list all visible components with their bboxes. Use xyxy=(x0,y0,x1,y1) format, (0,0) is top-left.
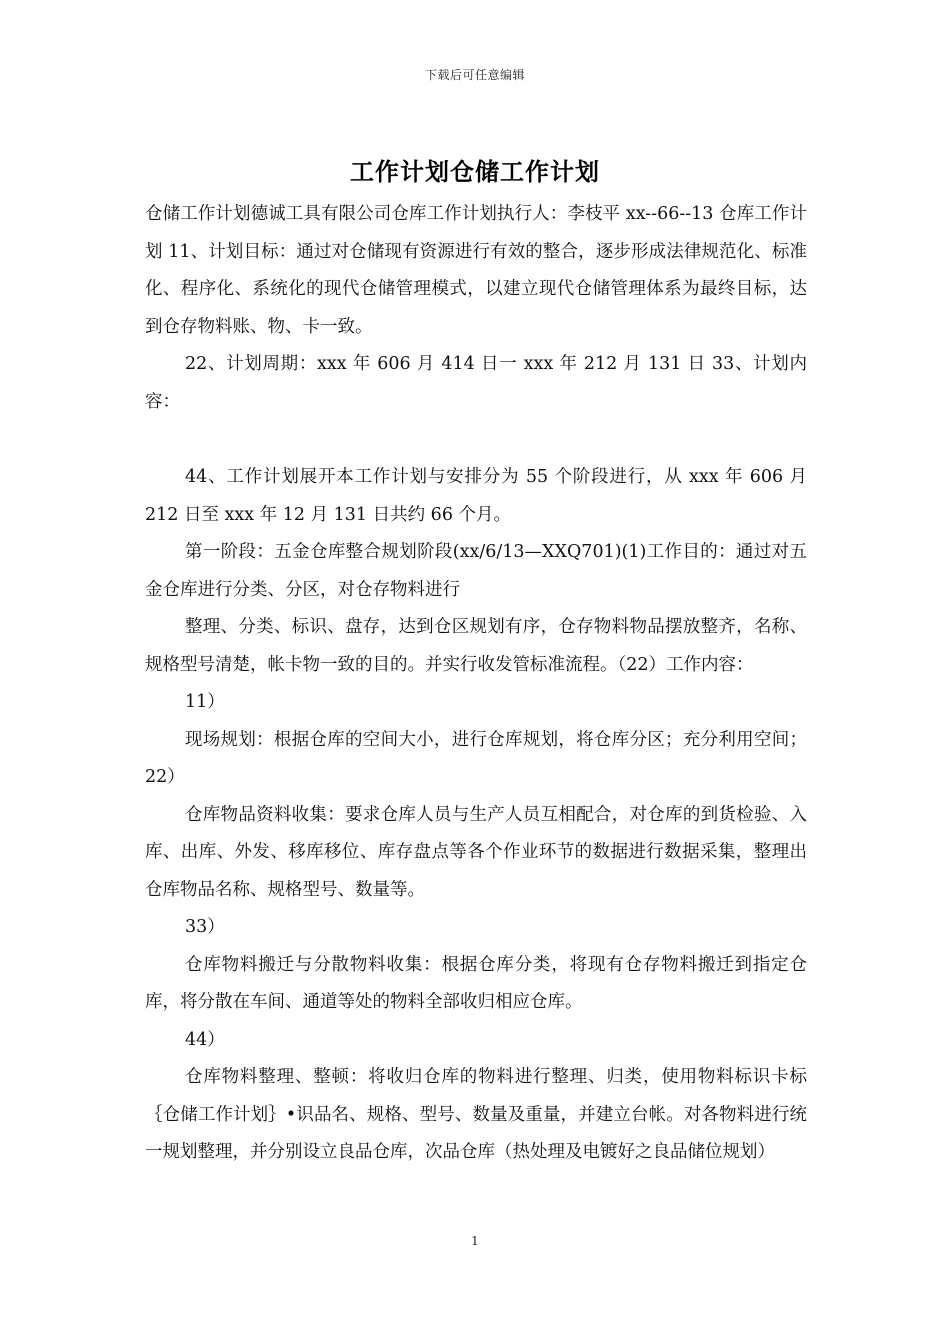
list-marker-3: 33） xyxy=(185,917,225,937)
paragraph-site-planning: 现场规划：根据仓库的空间大小，进行仓库规划，将仓库分区；充分利用空间；22） xyxy=(145,729,807,787)
list-marker-4: 44） xyxy=(185,1029,225,1050)
document-title: 工作计划仓储工作计划 xyxy=(350,157,600,186)
list-marker-1: 11） xyxy=(185,692,225,712)
paragraph-material-relocation: 仓库物料搬迁与分散物料收集：根据仓库分类，将现有仓存物料搬迁到指定仓库，将分散在车间、通道等处的物料全部收归相应仓库。 xyxy=(145,954,807,1012)
paragraph-period: 22、计划周期：xxx 年 606 月 414 日一 xxx 年 212 月 131 日 33、计划内容： xyxy=(145,354,807,412)
paragraph-material-sorting: 仓库物料整理、整顿：将收归仓库的物料进行整理、归类，使用物料标识卡标｛仓储工作计划｝•识品名、规格、型号、数量及重量，并建立台帐。对各物料进行统一规划整理，并分别设立良品仓库，次品仓库（热处理及电镀好之良品储位规划） xyxy=(145,1067,807,1162)
page-header: 下载后可任意编辑 xyxy=(424,68,525,82)
paragraph-spacer xyxy=(145,421,807,459)
paragraph-phase-one-detail: 整理、分类、标识、盘存，达到仓区规划有序，仓存物料物品摆放整齐，名称、规格型号清楚，帐卡物一致的目的。并实行收发管标准流程。（22）工作内容： xyxy=(145,617,807,675)
page-number: 1 xyxy=(471,1234,479,1248)
paragraph-phase-one: 第一阶段：五金仓库整合规划阶段(xx/6/13—XXQ701)(1)工作目的：通过对五金仓库进行分类、分区，对仓存物料进行 xyxy=(145,542,807,600)
document-body xyxy=(145,196,807,1172)
paragraph-schedule: 44、工作计划展开本工作计划与安排分为 55 个阶段进行，从 xxx 年 606 月 212 日至 xxx 年 12 月 131 日共约 66 个月。 xyxy=(145,467,807,525)
paragraph-goal: 仓储工作计划德诚工具有限公司仓库工作计划执行人：李枝平 xx--66--13 仓库工作计划 11、计划目标：通过对仓储现有资源进行有效的整合，逐步形成法律规范化、标准化、程序化、系统化的现代仓储管理模式，以建立现代仓储管理体系为最终目标，达到仓存物料账、物、卡一致。 xyxy=(145,204,807,337)
paragraph-data-collection: 仓库物品资料收集：要求仓库人员与生产人员互相配合，对仓库的到货检验、入库、出库、外发、移库移位、库存盘点等各个作业环节的数据进行数据采集，整理出仓库物品名称、规格型号、数量等。 xyxy=(145,804,807,900)
